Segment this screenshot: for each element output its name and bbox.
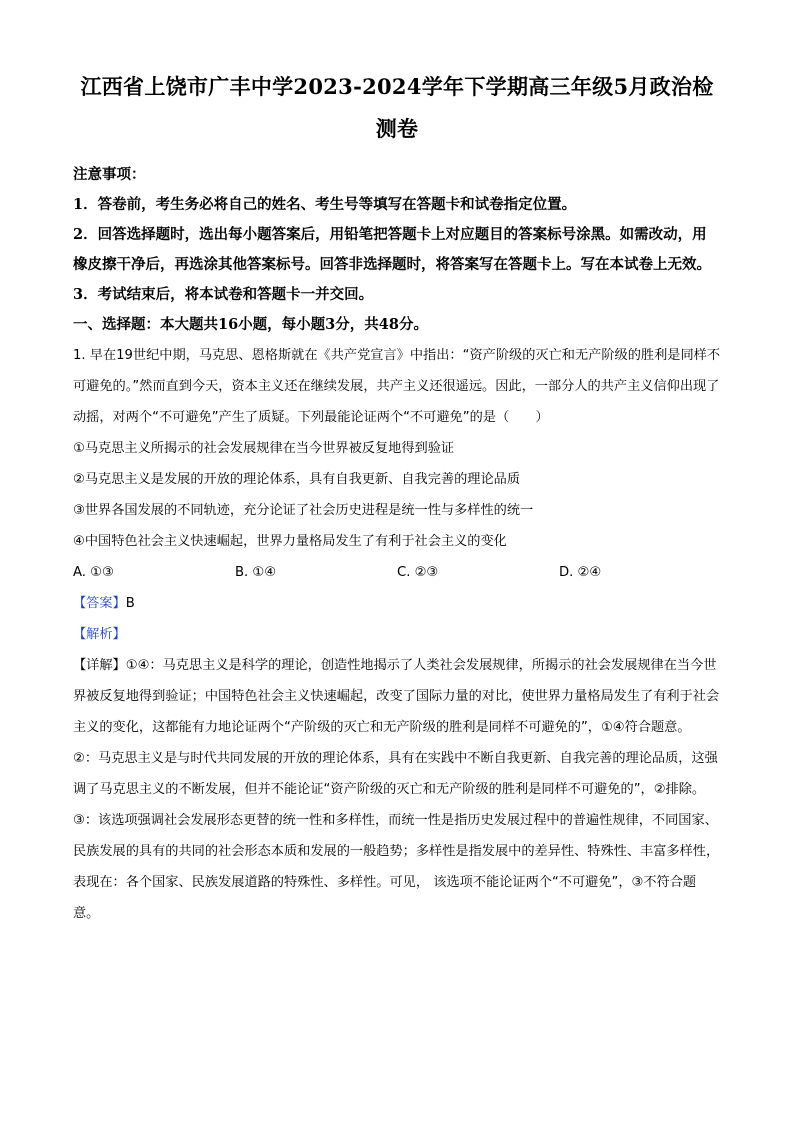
notice-item: 2．回答选择题时，选出每小题答案后，用铅笔把答题卡上对应题目的答案标号涂黑。如需改动，用橡皮擦干净后，再选涂其他答案标号。回答非选择题时，将答案写在答题卡上。写在本试卷上无效。 [73, 226, 711, 273]
question-stem: 1. 早在19世纪中期，马克思、恩格斯就在《共产党宣言》中指出：“资产阶级的灭亡和无产阶级的胜利是同样不可避免的。”然而直到今天，资本主义还在继续发展，共产主义还很遥远。因此，一部分人的共产主义信仰出现了动摇，对两个“不可避免”产生了质疑。下列最能论证两个“不可避免”的是（ ） [73, 348, 721, 425]
detail-paragraph: ③：该选项强调社会发展形态更替的统一性和多样性，而统一性是指历史发展过程中的普遍性规律，不同国家、民族发展的具有的共同的社会形态本质和发展的一般趋势；多样性是指发展中的差异性、特殊性、丰富多样性，表现在：各个国家、民族发展道路的特殊性、多样性。可见， 该选项不能论证两个“不可避免”，③不符合题意。 [73, 813, 720, 921]
answer-line [73, 588, 721, 619]
answer-label: 【答案】 [73, 596, 126, 611]
statement-option: ②马克思主义是发展的开放的理论体系，具有自我更新、自我完善的理论品质 [73, 472, 521, 487]
answer-value: B [125, 596, 135, 611]
detail-label: 【详解】 [73, 658, 126, 673]
notice-item: 1．答卷前，考生务必将自己的姓名、考生号等填写在答题卡和试卷指定位置。 [73, 196, 577, 213]
page-title: 江西省上饶市广丰中学2023-2024学年下学期高三年级5月政治检测卷 [80, 74, 714, 141]
choice-b: B. ①④ [235, 565, 277, 580]
statement-option: ④中国特色社会主义快速崛起，世界力量格局发生了有利于社会主义的变化 [73, 534, 507, 549]
detail-text: ①④：马克思主义是科学的理论，创造性地揭示了人类社会发展规律，所揭示的社会发展规律在当今世界被反复地得到验证；中国特色社会主义快速崛起，改变了国际力量的对比，使世界力量格局发生了有利于社会主义的变化，这都能有力地论证两个“产阶级的灭亡和无产阶级的胜利是同样不可避免的”，①④符合题意。 [73, 658, 720, 735]
statement-option: ①马克思主义所揭示的社会发展规律在当今世界被反复地得到验证 [73, 441, 455, 456]
analysis-line [73, 619, 721, 650]
document-page [73, 66, 721, 929]
choice-a: A. ①③ [73, 565, 114, 580]
notice-item: 3．考试结束后，将本试卷和答题卡一并交回。 [73, 286, 374, 303]
statement-option: ③世界各国发展的不同轨迹，充分论证了社会历史进程是统一性与多样性的统一 [73, 503, 534, 518]
detail-paragraph [73, 650, 721, 743]
question-block [73, 340, 721, 929]
choice-c: C. ②③ [397, 565, 439, 580]
answer-choices [73, 557, 721, 588]
analysis-label: 【解析】 [73, 627, 126, 642]
detail-paragraph: ②：马克思主义是与时代共同发展的开放的理论体系，具有在实践中不断自我更新、自我完善的理论品质，这强调了马克思主义的不断发展，但并不能论证“资产阶级的灭亡和无产阶级的胜利是同样不可避免的”，②排除。 [73, 751, 718, 797]
choice-d: D. ②④ [559, 565, 602, 580]
notice-heading: 注意事项： [73, 166, 146, 183]
notice-block [73, 160, 721, 310]
section-heading: 一、选择题：本大题共16小题，每小题3分，共48分。 [73, 316, 428, 333]
